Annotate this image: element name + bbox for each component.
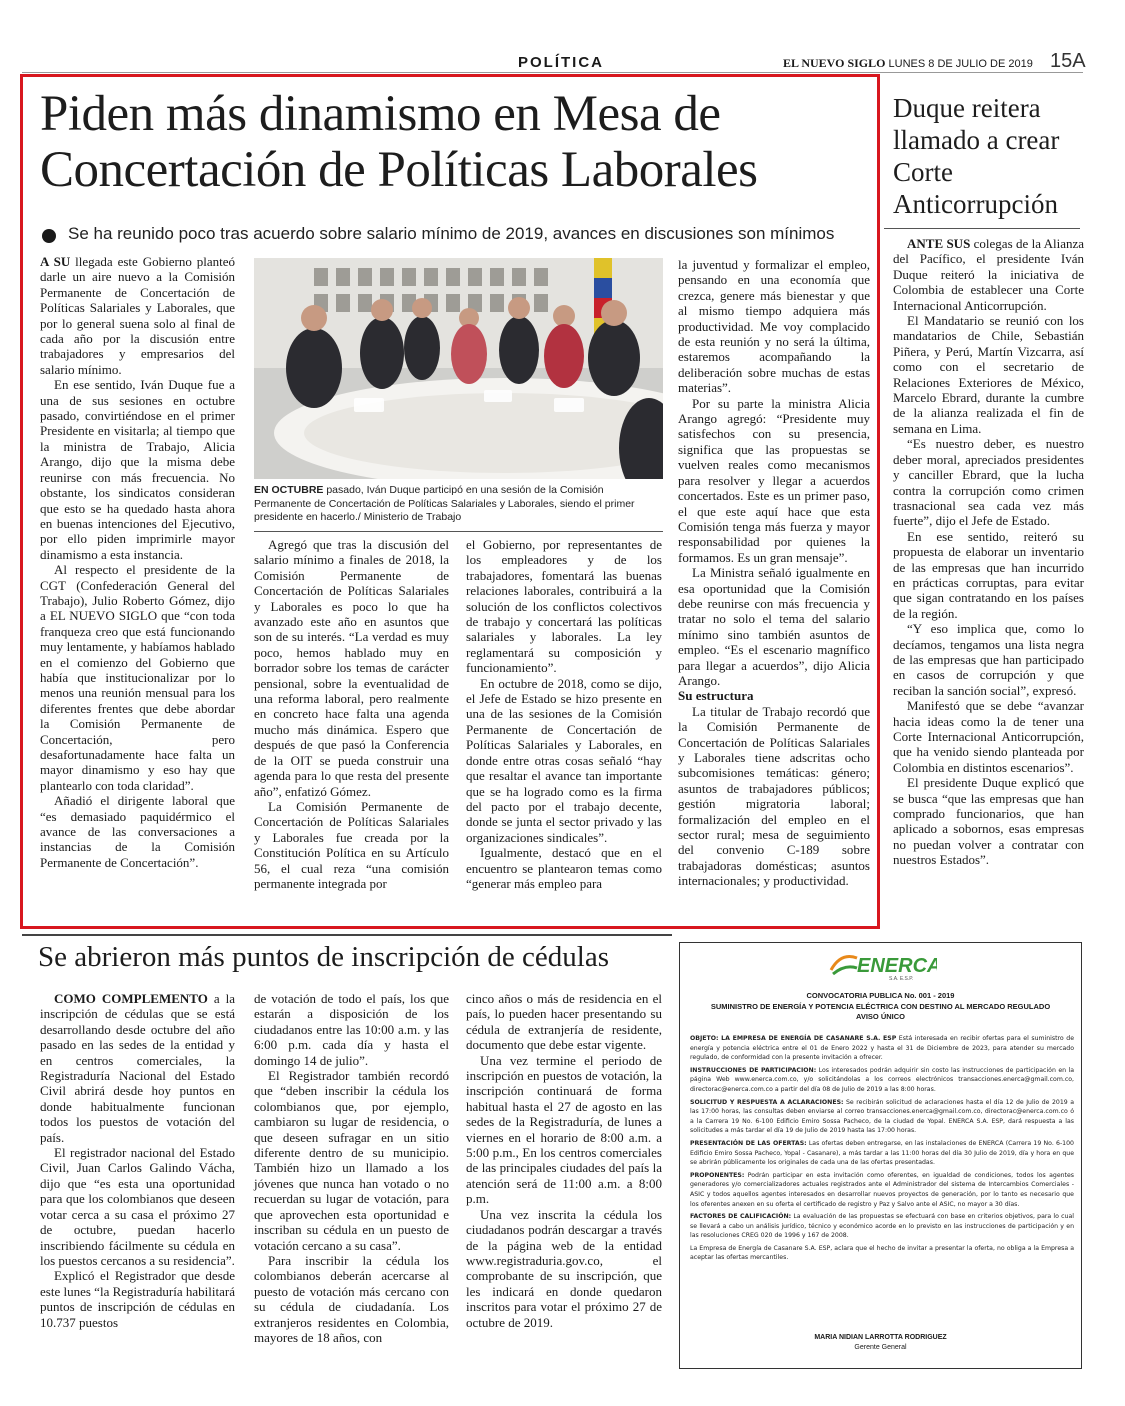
signer-name: MARIA NIDIAN LARROTTA RODRIGUEZ [814, 1334, 947, 1341]
paragraph: En octubre de 2018, como se dijo, el Jefe de Estado se hizo presente en una de las sesiones de la Comisión Permanente de Concertación de Políticas Salariales y Laborales, en donde entre otras cosas señaló “hay que resaltar el avance tan importante que se ha logrado como es la firma del pacto por el trabajo decente, donde se junta el sector privado y las organizaciones sindicales”. [466, 675, 662, 845]
paragraph: Para inscribir la cédula los colombianos deberán acercarse al puesto de votación más cercano con su cédula de ciudadanía. Los extranjeros residentes en Colombia, mayores de 18 años, con [254, 1252, 449, 1345]
section-subtitle: Su estructura [678, 688, 754, 704]
paragraph: El Mandatario se reunió con los mandatarios de Chile, Sebastián Piñera, y Perú, Martín Vizcarra, así como con el secretario de Relaciones Exteriores de México, Marcelo Ebrard, durante la cumbre de la alianza realizada el fin de semana en Lima. [893, 313, 1084, 436]
paragraph: ANTE SUS colegas de la Alianza del Pacífico, el presidente Iván Duque reiteró la iniciativa de Colombia de establecer una Corte Internacional Anticorrupción. [893, 236, 1084, 313]
lead-in: ANTE SUS [907, 236, 971, 251]
paragraph: La titular de Trabajo recordó que la Comisión Permanente de Concertación de Políticas Salariales y Laborales tiene adscritas ocho subcomisiones temáticas: género; asuntos de trabajadores públicos; gestión migratoria laboral; formalización del empleo en el sector rural; mesa de seguimiento del convenio C-189 sobre trabajadoras domésticas; asuntos internacionales; y productividad. [678, 703, 870, 889]
paragraph: En ese sentido, Iván Duque fue a una de sus sesiones en octubre pasado, convirtiéndose en el primer Presidente en visitarla; al tiempo que la ministra de Trabajo, Alicia Arango, dijo que la misma debe reunirse con más frecuencia. No obstante, los sindicatos consideran que esto se ha quedado hasta ahora en buenas intenciones del Ejecutivo, por ello piden imprimirle mayor dinamismo a esta instancia. [40, 377, 235, 562]
bottom-headline: Se abrieron más puntos de inscripción de cédulas [38, 941, 609, 973]
logo-subtext: S.A. E.S.P. [889, 976, 914, 982]
bottom-column-2 [254, 991, 449, 1345]
section-name: POLÍTICA [518, 54, 604, 71]
signer-role: Gerente General [854, 1344, 907, 1351]
photo-caption: EN OCTUBRE pasado, Iván Duque participó en una sesión de la Comisión Permanente de Concertación de Políticas Salariales y Laborales, siendo el primer presidente en hacerlo./ Ministerio de Trabajo [254, 484, 635, 523]
ad-title-line: SUMINISTRO DE ENERGÍA Y POTENCIA ELÉCTRICA CON DESTINO AL MERCADO REGULADO [710, 1001, 1051, 1011]
lead-in: COMO COMPLEMENTO [54, 991, 208, 1006]
paragraph: Añadió el dirigente laboral que “es demasiado paquidérmico el avance de las conversaciones a instancias de la Comisión Permanente de Concertación”. [40, 793, 235, 870]
paragraph: Igualmente, destacó que en el encuentro se plantearon temas como “generar más empleo para [466, 845, 662, 891]
paragraph: La Ministra señaló igualmente en esa oportunidad que la Comisión debe reunirse con más frecuencia y tratar no solo el tema del salario mínimo sino también asuntos de empleo. “Es el escenario magnífico para llegar a acuerdos”, dijo Alicia Arango. [678, 565, 870, 688]
page-number: 15A [1050, 50, 1086, 72]
main-headline: Piden más dinamismo en Mesa de Concertación de Políticas Laborales [40, 86, 758, 198]
ad-item: INSTRUCCIONES DE PARTICIPACION: Los interesados podrán adquirir sin costo las instrucciones de participación en la página Web www.enerca.com.co, y/o solicitándolas a los correos electrónicos transacciones.enerca@gmail.com.co, directorac@enerca.com.co a partir del día 08 de Julio de 2019 a las 8:00 horas. [690, 1066, 1074, 1093]
main-column-4 [678, 257, 870, 889]
bottom-rule [22, 934, 672, 936]
paragraph: “Es nuestro deber, es nuestro deber moral, apreciados presidentes y canciller Ebrard, que la lucha contra la corrupción como crimen trasnacional sea cada vez más fuerte”, dijo el Jefe de Estado. [893, 436, 1084, 529]
paragraph: Explicó el Registrador que desde este lunes “la Registraduría habilitará puntos de inscripción de cédulas en 10.737 puestos [40, 1268, 235, 1330]
paragraph: El registrador nacional del Estado Civil, Juan Carlos Galindo Vácha, dijo que “es esta una oportunidad para que los colombianos que deseen votar cerca a su casa el próximo 27 de octubre, puedan hacerlo inscribiendo fácilmente su cédula en los puestos cercanos a su residencia”. [40, 1145, 235, 1268]
ad-title-line: CONVOCATORIA PUBLICA No. 001 - 2019 [806, 991, 955, 1000]
paragraph: El Registrador también recordó que “deben inscribir la cédula los colombianos que, por ejemplo, cambiaron su lugar de residencia, o que deseen sufragar en un sitio diferente dentro de su municipio. También hizo un llamado a los jóvenes que nunca han votado o no recuerdan su lugar de votación, para que aprovechen esta oportunidad e inscriban su cédula en un puesto de votación cercano a su casa”. [254, 1068, 449, 1253]
paper-name: EL NUEVO SIGLO [783, 56, 886, 70]
main-column-1 [40, 254, 235, 870]
paragraph: A SU llegada este Gobierno planteó darle un aire nuevo a la Comisión Permanente de Concertación de Políticas Salariales y Laborales, que por lo general suena solo al final de cada año por la discusión entre trabajadores y empresarios del salario mínimo. [40, 254, 236, 377]
bottom-column-3 [466, 991, 662, 1330]
bullet-icon [42, 229, 56, 243]
lead-in: A SU [40, 254, 71, 269]
side-headline: Duque reitera llamado a crear Corte Anticorrupción [893, 93, 1060, 219]
ad-item: PROPONENTES: Podrán participar en esta invitación como oferentes, en igualdad de condiciones, todos los agentes generadores y/o comercializadores actuales registrados ante el Administrador del sistema de Intercambios Comerciales - ASIC y todos aquellos agentes interesados en desarrollar nuevos proyectos de generación, por lo tanto es necesario que los oferentes anexen en su oferta el certificado de registro y Paz y Salvo ante el ASIC, no mayor a 30 días. [690, 1171, 1074, 1208]
paragraph: Una vez inscrita la cédula los ciudadanos podrán descargar a través de la página web de la entidad www.registraduria.gov.co, el comprobante de su inscripción, que les indicará en donde quedaron inscritos para votar el próximo 27 de octubre de 2019. [466, 1206, 662, 1330]
enerca-logo [827, 950, 937, 978]
paragraph: En ese sentido, reiteró su propuesta de elaborar un inventario de las empresas que han incurrido en prácticas corruptas, para evitar que sigan contratando en los países de la región. [893, 528, 1084, 621]
paragraph: Manifestó que se debe “avanzar hacia ideas como la de tener una Corte Internacional Anticorrupción, que ha venido siendo planteada por Colombia en distintos escenarios”. [893, 698, 1084, 775]
ad-item: La Empresa de Energía de Casanare S.A. ESP, aclara que el hecho de invitar a presentar la oferta, no obliga a la Empresa a aceptar las ofertas mercantiles. [690, 1244, 1074, 1262]
ad-item: PRESENTACIÓN DE LAS OFERTAS: Las ofertas deben entregarse, en las instalaciones de ENERCA (Carrera 19 No. 6-100 Edificio Emiro Sossa Pacheco, Yopal - Casanare), a más tardar a las 11:00 horas del día 30 Julio de 2019, día y hora en que se abrirán públicamente los originales de cada una de las ofertas presentadas. [690, 1139, 1074, 1167]
paragraph: Una vez termine el periodo de inscripción en puestos de votación, la inscripción continuará de forma habitual hasta el 27 de agosto en las sedes de la Registraduría, de lunes a viernes en el horario de 8:00 a.m. a 5:00 p.m., En los centros comerciales de las principales ciudades del país la atención será de 11:00 a.m. a 8:00 p.m. [466, 1052, 662, 1207]
paper-dateline [783, 56, 1033, 71]
ad-title [684, 991, 1077, 1023]
paragraph: COMO COMPLEMENTO a la inscripción de cédulas que se está desarrollando desde octubre del año pasado en las sedes de la entidad y en centros comerciales, la Registraduría Nacional del Estado Civil abrirá desde hoy puntos en donde habitualmente funcionan todos los puestos de votación del país. [40, 991, 236, 1145]
caption-lead: EN OCTUBRE [254, 484, 324, 496]
issue-date: LUNES 8 DE JULIO DE 2019 [888, 58, 1033, 70]
logo-wordmark: ENERCA [857, 955, 937, 977]
side-rule [884, 228, 1080, 229]
bottom-column-1 [40, 991, 235, 1330]
ad-item: OBJETO: LA EMPRESA DE ENERGÍA DE CASANARE S.A. ESP Está interesada en recibir ofertas para el suministro de energía y potencia eléctrica entre el 01 de Enero 2022 y hasta el 31 de Diciembre de 2023, para atender su mercado regulado, de conformidad con la presente invitación a ofrecer. [690, 1035, 1074, 1062]
paragraph: “Y eso implica que, como lo decíamos, tengamos una lista negra de las empresas que han participado en casos de corrupción y que reciban la sanción social”, expresó. [893, 621, 1084, 698]
side-article-body [893, 236, 1084, 868]
paragraph: Al respecto el presidente de la CGT (Confederación General del Trabajo), Julio Roberto Gómez, dijo a EL NUEVO SIGLO que “con toda franqueza creo que está funcionando muy lentamente, y habíamos hablado en el comienzo del Gobierno que había que institucionalizar por lo menos una reunión mensual para los diferentes frentes que debe abordar la Comisión Permanente de Concertación, pero desafortunadamente hace falta un mayor dinamismo y eso hay que plantearlo con toda claridad”. [40, 562, 235, 793]
meeting-photo [254, 258, 663, 479]
caption-rule [254, 531, 663, 532]
ad-item: SOLICITUD Y RESPUESTA A ACLARACIONES: Se recibirán solicitud de aclaraciones hasta el día 12 de Julio de 2019 a las 17:00 horas, las consultas deben enviarse al correo transacciones.enerca@gmail.com.co, directorac@enerca.com.co ó a la Carrera 19 No. 6-100 Edificio Emiro Sossa Pacheco, de la ciudad de Yopal. ENERCA S.A. ESP, dará respuesta a las solicitudes a más tardar el día 19 de Julio de 2019 hasta las 17:00 horas. [690, 1098, 1074, 1135]
main-subhead: Se ha reunido poco tras acuerdo sobre salario mínimo de 2019, avances en discusiones son mínimos [68, 224, 835, 243]
ad-item: FACTORES DE CALIFICACIÓN: La evaluación de las propuestas se efectuará con base en criterios objetivos, para lo cual se llevará a cabo un análisis jurídico, técnico y económico acorde en lo previsto en las instrucciones de participación y en las resoluciones CREG 020 de 1996 y 167 de 2008. [690, 1213, 1074, 1240]
paragraph: Por su parte la ministra Alicia Arango agregó: “Presidente muy satisfechos con su presencia, significa que las propuestas se vuelven reales como mecanismos para resolver y llegar a acuerdos concertados. Este es un primer paso, el que este aquí hace que esta Comisión tenga más fuerza y mayor responsabilidad por quienes la formamos. Es un gran mensaje”. [678, 395, 870, 565]
paragraph: El presidente Duque explicó que se busca “que las empresas que han comprado funcionarios, que han aplicado a sobornos, esas empresas no puedan volver a contratar con nuestros Estados”. [893, 775, 1084, 868]
ad-signature [684, 1333, 1077, 1353]
ad-body [690, 1034, 1074, 1266]
paragraph: cinco años o más de residencia en el país, lo pueden hacer presentando su cédula de extranjería de residente, documento que debe estar vigente. [466, 991, 662, 1053]
header-rule [22, 72, 1083, 73]
main-column-3 [466, 537, 662, 891]
paragraph: de votación de todo el país, los que estarán a disposición de los ciudadanos entre las 10:00 a.m. y las 6:00 p.m. cada día y hasta el domingo 14 de julio”. [254, 991, 449, 1068]
ad-title-line: AVISO ÚNICO [855, 1012, 906, 1021]
paragraph: Agregó que tras la discusión del salario mínimo a finales de 2018, la Comisión Permanente de Concertación de Políticas Salariales y Laborales es poco lo que ha avanzado este año en asuntos que son de su interés. “La verdad es muy poco, hemos hablado muy en borrador sobre los temas de carácter pensional, sobre la eventualidad de una reforma laboral, pero realmente en concreto hace falta una agenda mucho más dinámica. Espero que después de que pasó la Conferencia de la OIT se pueda construir una agenda para lo que resta del presente año”, enfatizó Gómez. [254, 537, 449, 799]
paragraph: la juventud y formalizar el empleo, pensando en una economía que crezca, genere más bienestar y que al mismo tiempo adquiera más productividad. Me voy complacido de esta reunión y no será la última, estaremos acompañando la deliberación sobre muchas de estas materias”. [678, 257, 870, 396]
paragraph: el Gobierno, por representantes de los empleadores y de los trabajadores, fomentará las buenas relaciones laborales, contribuirá a la solución de los conflictos colectivos de trabajo y concertará las políticas salariales y laborales. La ley reglamentará su composición y funcionamiento”. [466, 537, 662, 676]
paragraph: La Comisión Permanente de Concertación de Políticas Salariales y Laborales fue creada por la Constitución Política en su Artículo 56, el cual reza “una comisión permanente integrada por [254, 798, 449, 891]
main-column-2 [254, 537, 449, 891]
